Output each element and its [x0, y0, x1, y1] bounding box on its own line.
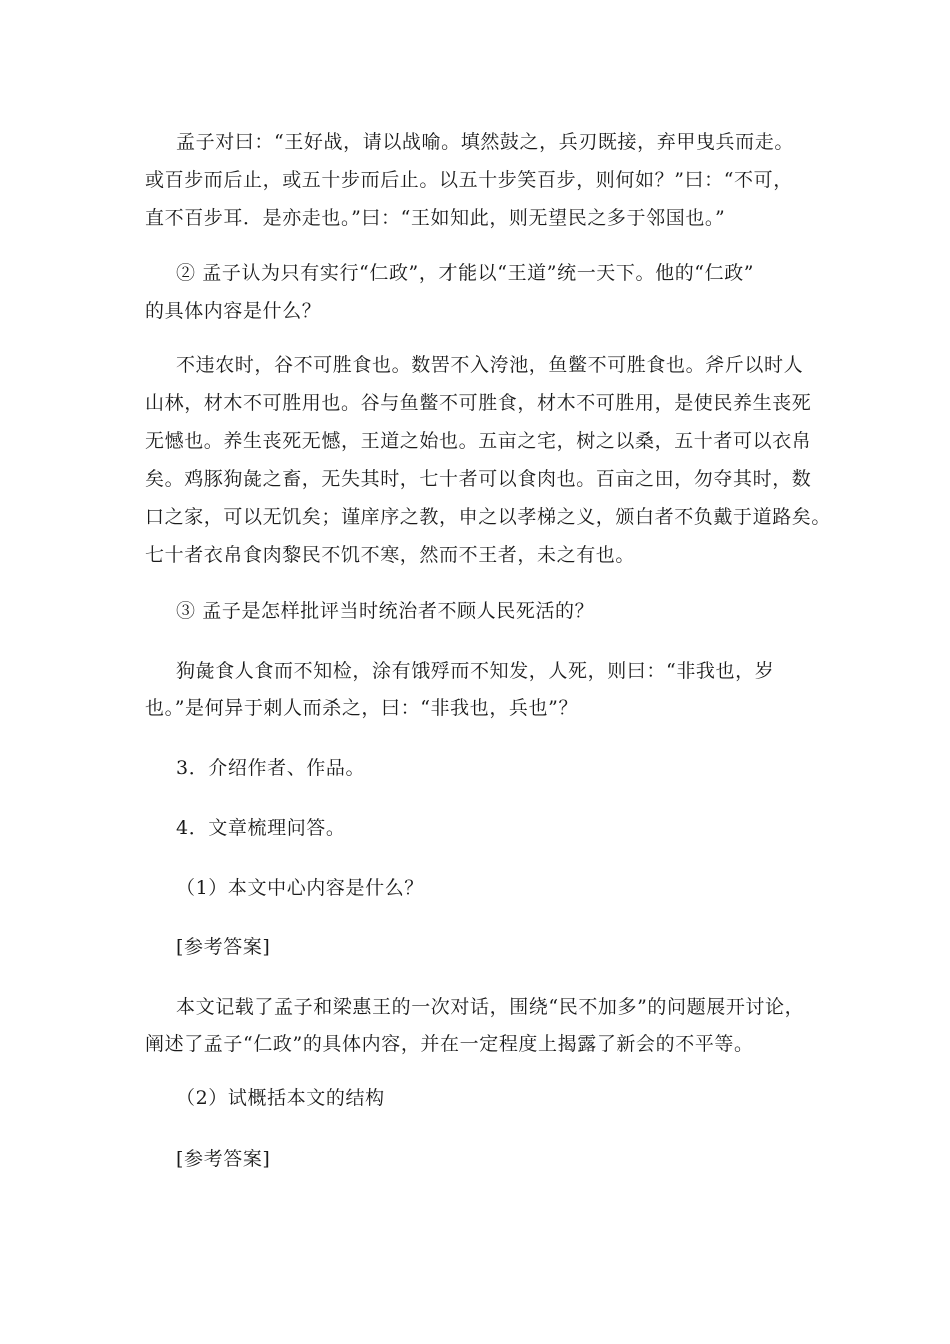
text-line: 也。”是何异于刺人而杀之，曰：“非我也，兵也”？ — [145, 697, 579, 719]
section-heading-3: 3．介绍作者、作品。 — [176, 757, 366, 779]
text-line: 阐述了孟子“仁政”的具体内容，并在一定程度上揭露了新会的不平等。 — [145, 1033, 754, 1055]
section-heading-4: 4．文章梳理问答。 — [176, 817, 346, 839]
text-line: 本文记载了孟子和梁惠王的一次对话，围绕“民不加多”的问题展开讨论， — [176, 996, 805, 1018]
text-line: ② 孟子认为只有实行“仁政”，才能以“王道”统一天下。他的“仁政” — [176, 262, 755, 284]
sub-question-2: （2）试概括本文的结构 — [176, 1087, 385, 1109]
text-line: 直不百步耳．是亦走也。”曰：“王如知此，则无望民之多于邻国也。” — [145, 207, 726, 229]
text-line: 矣。鸡豚狗彘之畜，无失其时，七十者可以食肉也。百亩之田，勿夺其时，数 — [145, 468, 812, 490]
text-line: 无憾也。养生丧死无憾，王道之始也。五亩之宅，树之以桑，五十者可以衣帛 — [145, 430, 812, 452]
reference-answer-label: [参考答案] — [176, 1148, 271, 1170]
text-line: 的具体内容是什么？ — [145, 300, 322, 322]
text-line: 口之家，可以无饥矣；谨庠序之教，申之以孝梯之义，颁白者不负戴于道路矣。 — [145, 506, 832, 528]
text-line: 孟子对曰：“王好战，请以战喻。填然鼓之，兵刃既接，弃甲曳兵而走。 — [176, 131, 794, 153]
text-line: ③ 孟子是怎样批评当时统治者不顾人民死活的？ — [176, 600, 595, 622]
text-line: 七十者衣帛食肉黎民不饥不寒，然而不王者，未之有也。 — [145, 544, 636, 566]
text-line: 或百步而后止，或五十步而后止。以五十步笑百步，则何如？”曰：“不可， — [145, 169, 793, 191]
sub-question-1: （1）本文中心内容是什么？ — [176, 877, 424, 899]
text-line: 狗彘食人食而不知检，涂有饿殍而不知发，人死，则曰：“非我也，岁 — [176, 660, 775, 682]
reference-answer-label: [参考答案] — [176, 936, 271, 958]
text-line: 不违农时，谷不可胜食也。数罟不入洿池，鱼鳖不可胜食也。斧斤以时人 — [176, 354, 804, 376]
text-line: 山林，材木不可胜用也。谷与鱼鳖不可胜食，材木不可胜用，是使民养生丧死 — [145, 392, 812, 414]
